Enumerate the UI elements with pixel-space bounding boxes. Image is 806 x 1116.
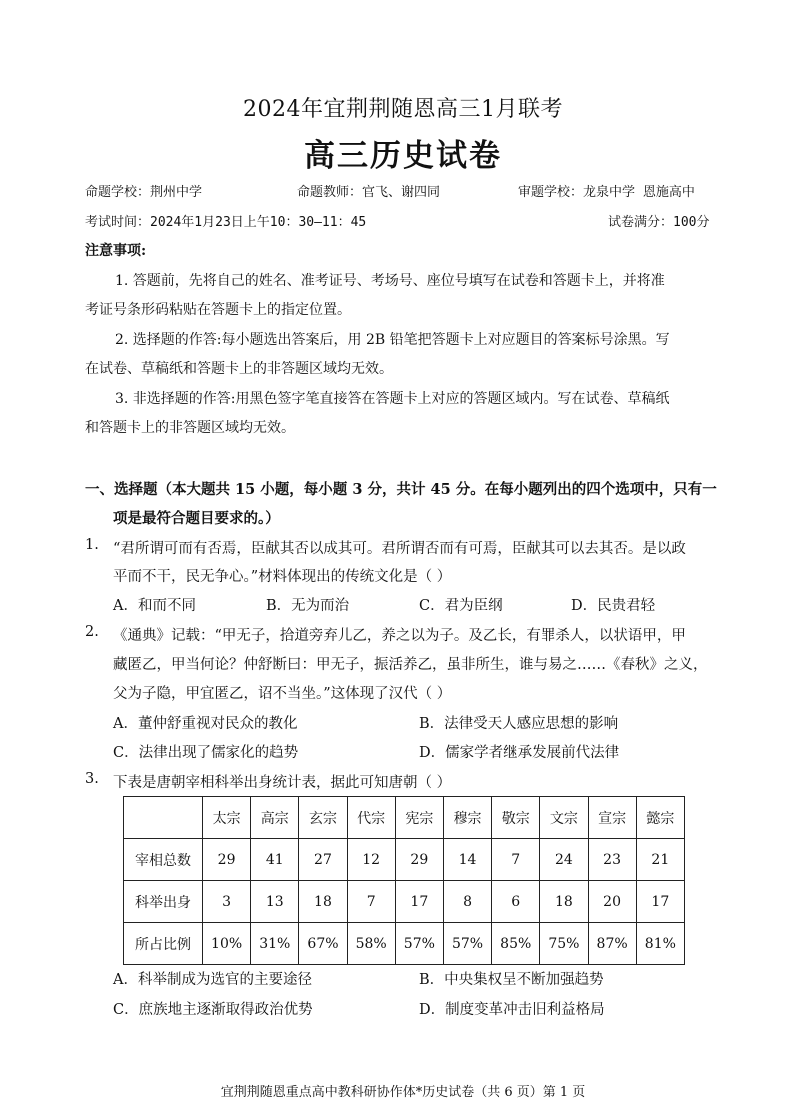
table-cell: 17	[395, 881, 443, 923]
school-label: 命题学校：荆州中学	[85, 185, 203, 200]
table-cell: 7	[492, 839, 540, 881]
q1-number: 1.	[85, 537, 99, 553]
table-cell: 58%	[347, 923, 395, 965]
paper-subtitle: 高三历史试卷	[304, 138, 502, 174]
exam-time-label: 考试时间：2024年1月23日上午10：30—11：45	[85, 215, 367, 230]
table-header-cell: 玄宗	[299, 797, 347, 839]
table-header-row	[124, 797, 685, 839]
notice-item-2-line-1: 2. 选择题的作答:每小题选出答案后，用 2B 铅笔把答题卡上对应题目的答案标号涂黑。写	[115, 332, 670, 348]
table-header-cell: 文宗	[540, 797, 588, 839]
q1-stem-line-2: 平而不干，民无争心。”材料体现出的传统文化是（ ）	[113, 569, 452, 585]
notice-item-3-line-2: 和答题卡上的非答题区域均无效。	[85, 420, 295, 436]
table-header-cell: 高宗	[251, 797, 299, 839]
notice-item-1-line-2: 考证号条形码粘贴在答题卡上的指定位置。	[85, 302, 351, 318]
notice-heading: 注意事项:	[85, 243, 147, 259]
table-cell: 67%	[299, 923, 347, 965]
table-header-cell: 太宗	[203, 797, 251, 839]
q2-number: 2.	[85, 624, 99, 640]
review-label: 审题学校：龙泉中学 恩施高中	[518, 185, 695, 200]
q3-option-a: A．科举制成为选官的主要途径	[113, 972, 312, 988]
table-cell: 24	[540, 839, 588, 881]
teacher-label: 命题教师：官飞、谢四同	[297, 185, 441, 200]
q2-option-b: B．法律受天人感应思想的影响	[419, 716, 619, 732]
q2-stem-line-2: 藏匿乙，甲当何论？仲舒断曰：甲无子，振活养乙，虽非所生，谁与易之……《春秋》之义，	[113, 657, 708, 673]
q1-option-b: B．无为而治	[266, 598, 350, 614]
table-cell: 13	[251, 881, 299, 923]
table-cell: 21	[636, 839, 684, 881]
table-header-cell: 穆宗	[443, 797, 491, 839]
table-row-label: 所占比例	[124, 923, 203, 965]
table-cell: 8	[443, 881, 491, 923]
table-header-cell: 敬宗	[492, 797, 540, 839]
q1-option-a: A．和而不同	[113, 598, 196, 614]
q3-option-d: D．制度变革冲击旧利益格局	[419, 1002, 605, 1018]
exam-title: 2024年宜荆荆随恩高三1月联考	[243, 97, 563, 122]
table-cell: 10%	[203, 923, 251, 965]
table-row-label: 科举出身	[124, 881, 203, 923]
table-header-cell: 代宗	[347, 797, 395, 839]
q3-number: 3.	[85, 771, 99, 787]
q1-option-c: C．君为臣纲	[419, 598, 503, 614]
q2-stem-line-1: 《通典》记载：“甲无子，拾道旁弃儿乙，养之以为子。及乙长，有罪杀人，以状语甲，甲	[113, 628, 686, 644]
table-cell: 17	[636, 881, 684, 923]
table-cell: 23	[588, 839, 636, 881]
table-cell: 18	[299, 881, 347, 923]
q2-stem-line-3: 父为子隐，甲宜匿乙，诏不当坐。”这体现了汉代（ ）	[113, 686, 452, 702]
table-cell: 81%	[636, 923, 684, 965]
q3-option-b: B．中央集权呈不断加强趋势	[419, 972, 604, 988]
notice-item-2-line-2: 在试卷、草稿纸和答题卡上的非答题区域均无效。	[85, 361, 393, 377]
chancellor-statistics-table	[123, 796, 685, 965]
table-cell: 18	[540, 881, 588, 923]
table-cell: 31%	[251, 923, 299, 965]
table-cell: 7	[347, 881, 395, 923]
table-cell: 27	[299, 839, 347, 881]
section-heading-line-1: 一、选择题（本大题共 15 小题，每小题 3 分，共计 45 分。在每小题列出的四个选项中，只有一	[85, 481, 717, 498]
table-header-cell: 宪宗	[395, 797, 443, 839]
table-cell: 3	[203, 881, 251, 923]
table-cell: 29	[395, 839, 443, 881]
q1-option-d: D．民贵君轻	[571, 598, 656, 614]
table-cell: 75%	[540, 923, 588, 965]
table-row	[124, 881, 685, 923]
table-cell: 85%	[492, 923, 540, 965]
q1-stem-line-1: “君所谓可而有否焉，臣献其否以成其可。君所谓否而有可焉，臣献其可以去其否。是以政	[113, 541, 686, 557]
full-score-label: 试卷满分：100分	[608, 215, 710, 230]
table-cell: 57%	[443, 923, 491, 965]
table-cell: 20	[588, 881, 636, 923]
table-header-cell: 懿宗	[636, 797, 684, 839]
section-heading-line-2: 项是最符合题目要求的。）	[113, 510, 280, 527]
table-cell: 12	[347, 839, 395, 881]
q2-option-c: C．法律出现了儒家化的趋势	[113, 745, 299, 761]
q3-stem-line-1: 下表是唐朝宰相科举出身统计表，据此可知唐朝（ ）	[113, 775, 452, 791]
table-row	[124, 923, 685, 965]
table-header-cell	[124, 797, 203, 839]
page-footer: 宜荆荆随恩重点高中教科研协作体*历史试卷（共 6 页）第 1 页	[220, 1085, 586, 1100]
notice-item-1-line-1: 1. 答题前，先将自己的姓名、准考证号、考场号、座位号填写在试卷和答题卡上，并将准	[115, 273, 665, 289]
q2-option-d: D．儒家学者继承发展前代法律	[419, 745, 620, 761]
table-cell: 6	[492, 881, 540, 923]
table-row-label: 宰相总数	[124, 839, 203, 881]
table-cell: 41	[251, 839, 299, 881]
table-row	[124, 839, 685, 881]
notice-item-3-line-1: 3. 非选择题的作答:用黑色签字笔直接答在答题卡上对应的答题区域内。写在试卷、草稿纸	[115, 391, 670, 407]
table-cell: 57%	[395, 923, 443, 965]
q3-option-c: C．庶族地主逐渐取得政治优势	[113, 1002, 313, 1018]
table-cell: 29	[203, 839, 251, 881]
table-cell: 14	[443, 839, 491, 881]
table-cell: 87%	[588, 923, 636, 965]
q2-option-a: A．董仲舒重视对民众的教化	[113, 716, 298, 732]
table-header-cell: 宣宗	[588, 797, 636, 839]
